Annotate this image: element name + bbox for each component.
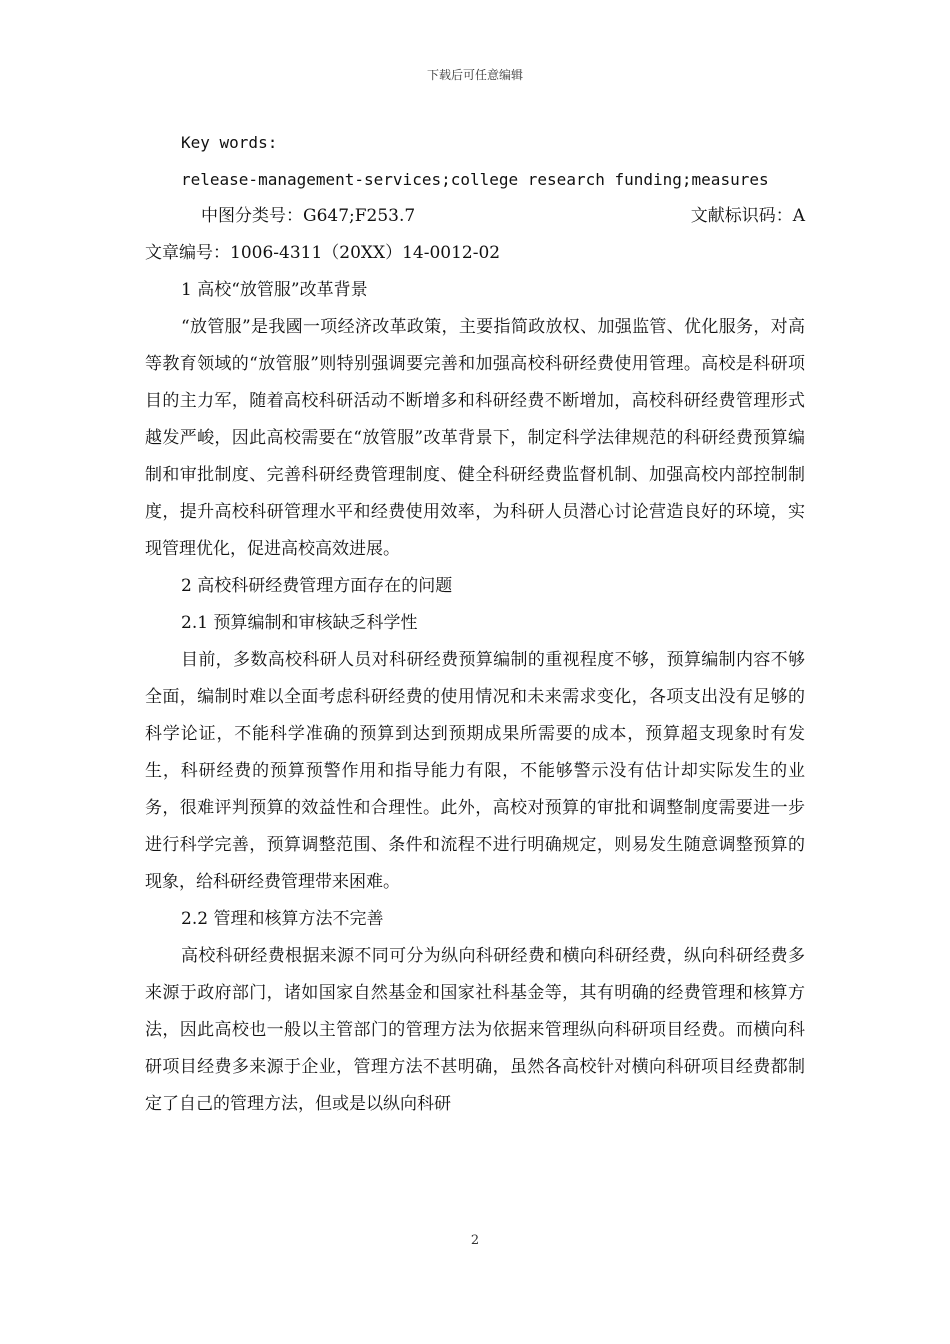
section-2-2-paragraph: 高校科研经费根据来源不同可分为纵向科研经费和横向科研经费，纵向科研经费多来源于政府部门，诸如国家自然基金和国家社科基金等，其有明确的经费管理和核算方法，因此高校也一般以主管部门的管理方法为依据来管理纵向科研项目经费。而横向科研项目经费多来源于企业，管理方法不甚明确，虽然各高校针对横向科研项目经费都制定了自己的管理方法，但或是以纵向科研 [145, 946, 805, 1114]
section-1-paragraph: “放管服”是我國一项经济改革政策，主要指简政放权、加强监管、优化服务，对高等教育领域的“放管服”则特别强调要完善和加强高校科研经费使用管理。高校是科研项目的主力军，随着高校科研活动不断增多和科研经费不断增加，高校科研经费管理形式越发严峻，因此高校需要在“放管服”改革背景下，制定科学法律规范的科研经费预算编制和审批制度、完善科研经费管理制度、健全科研经费监督机制、加强高校内部控制制度，提升高校科研管理水平和经费使用效率，为科研人员潜心讨论营造良好的环境，实现管理优化，促进高校高效进展。 [145, 317, 805, 559]
section-2-1-paragraph: 目前，多数高校科研人员对科研经费预算编制的重视程度不够，预算编制内容不够全面，编制时难以全面考虑科研经费的使用情况和未来需求变化，各项支出没有足够的科学论证，不能科学准确的预算到达到预期成果所需要的成本，预算超支现象时有发生，科研经费的预算预警作用和指导能力有限，不能够警示没有估计却实际发生的业务，很难评判预算的效益性和合理性。此外，高校对预算的审批和调整制度需要进一步进行科学完善，预算调整范围、条件和流程不进行明确规定，则易发生随意调整预算的现象，给科研经费管理带来困难。 [145, 650, 805, 892]
section-2-2-heading: 2.2 管理和核算方法不完善 [181, 909, 384, 929]
section-2-heading: 2 高校科研经费管理方面存在的问题 [181, 576, 453, 596]
page-header: 下载后可任意编辑 [426, 68, 523, 82]
clc-number: 中图分类号：G647;F253.7 [201, 206, 416, 226]
keywords-text: release-management-services;college research funding;measures [181, 170, 769, 189]
document-code: 文献标识码：A [690, 206, 805, 226]
document-body [145, 124, 805, 1123]
classification-line [145, 198, 805, 235]
article-number: 文章编号：1006-4311（20XX）14-0012-02 [145, 243, 501, 263]
section-2-1-heading: 2.1 预算编制和审核缺乏科学性 [181, 613, 418, 633]
section-1-heading: 1 高校“放管服”改革背景 [181, 280, 368, 300]
page-number: 2 [470, 1233, 480, 1248]
keywords-label: Key words: [181, 133, 278, 152]
